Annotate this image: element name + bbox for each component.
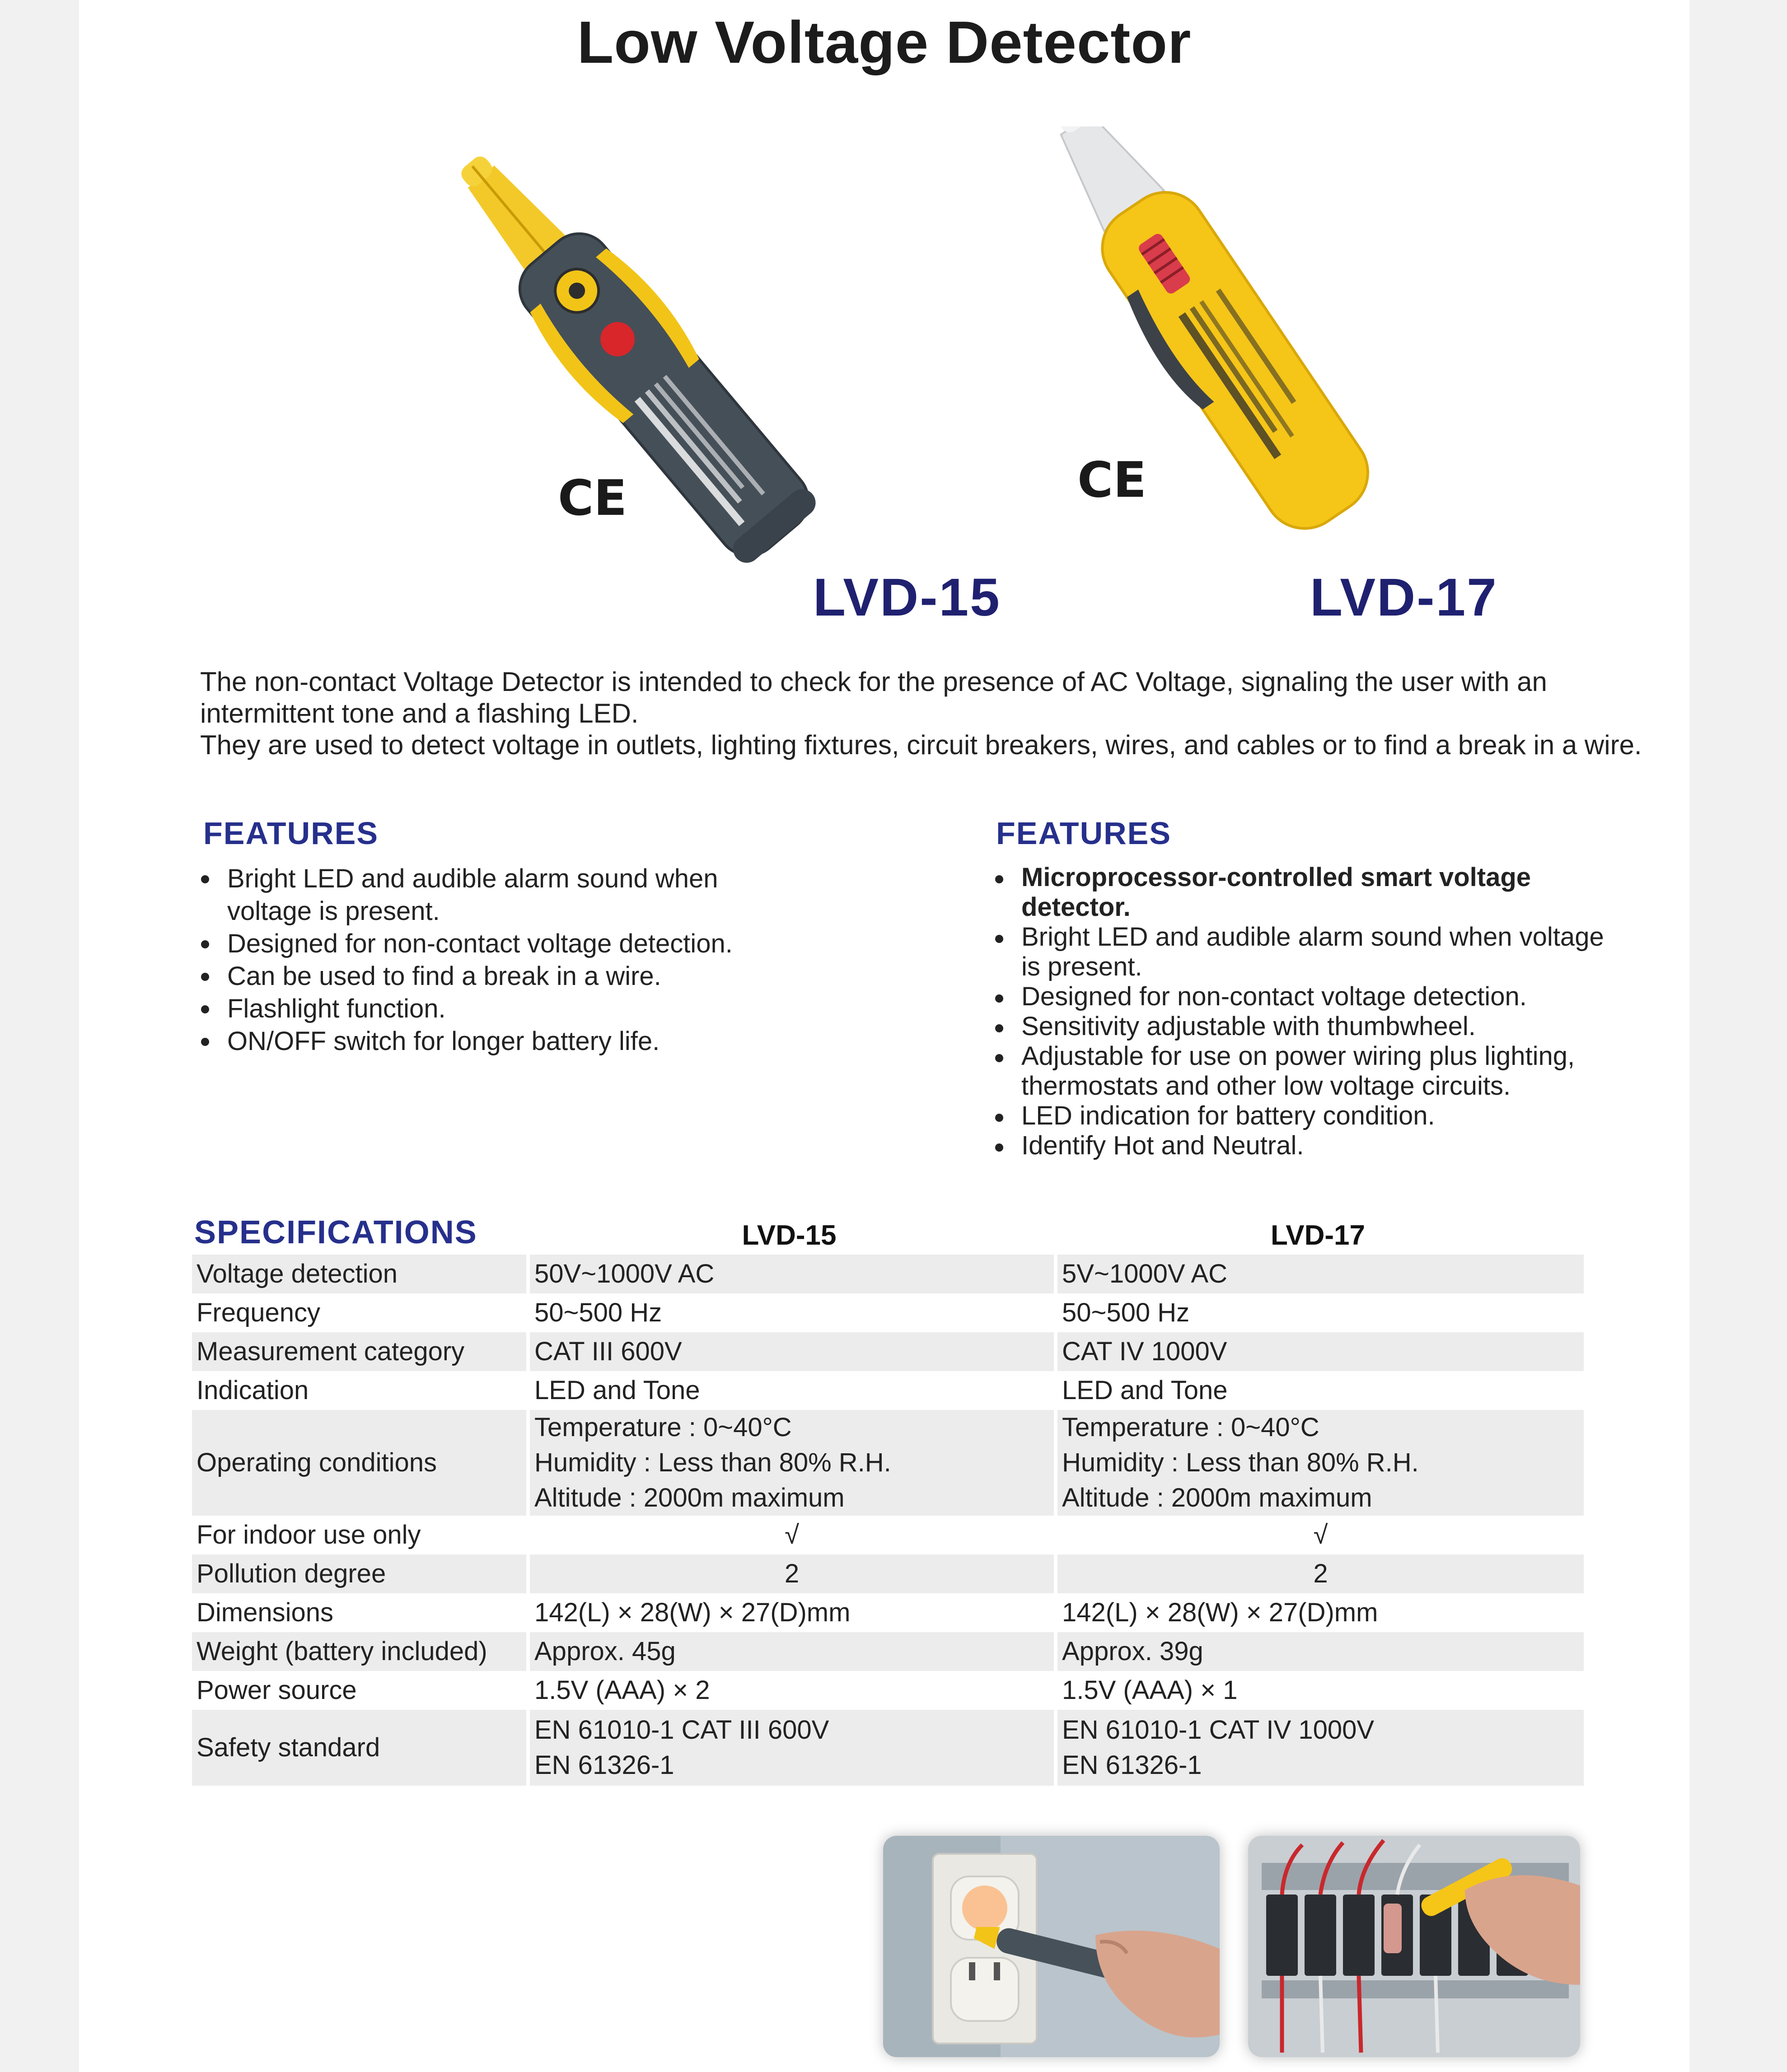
table-row bbox=[192, 1371, 1584, 1410]
spec-line: Humidity : Less than 80% R.H. bbox=[1062, 1448, 1419, 1477]
spec-label: Voltage detection bbox=[192, 1255, 526, 1293]
spec-value-lvd17 bbox=[1057, 1710, 1584, 1786]
table-row bbox=[192, 1593, 1584, 1632]
spec-label: Pollution degree bbox=[192, 1554, 526, 1593]
spec-label: Operating conditions bbox=[192, 1410, 526, 1516]
spec-value-lvd17: 142(L) × 28(W) × 27(D)mm bbox=[1062, 1598, 1378, 1627]
spec-line: EN 61010-1 CAT III 600V bbox=[534, 1715, 829, 1745]
spec-value-lvd15 bbox=[530, 1710, 1054, 1786]
spec-value-lvd17: 2 bbox=[1057, 1554, 1584, 1593]
table-row bbox=[192, 1255, 1584, 1293]
lvd17-product-image bbox=[964, 126, 1543, 605]
spec-line: Temperature : 0~40°C bbox=[1062, 1413, 1319, 1442]
spec-line: EN 61326-1 bbox=[534, 1750, 674, 1780]
list-item: Bright LED and audible alarm sound when voltage is present. bbox=[992, 922, 1606, 982]
table-row bbox=[192, 1632, 1584, 1671]
spec-value-lvd17: Approx. 39g bbox=[1057, 1632, 1584, 1671]
list-item: Sensitivity adjustable with thumbwheel. bbox=[992, 1012, 1606, 1041]
spec-value-lvd17: 5V~1000V AC bbox=[1057, 1255, 1584, 1293]
table-row bbox=[192, 1516, 1584, 1554]
spec-value-lvd15: √ bbox=[785, 1520, 799, 1549]
intro-paragraph: The non-contact Voltage Detector is intended to check for the presence of AC Voltage, signaling the user with an intermittent tone and a flashing LED. bbox=[200, 667, 1547, 728]
usage-photo-breaker-panel bbox=[1248, 1836, 1580, 2057]
spec-value-lvd15: 50~500 Hz bbox=[534, 1298, 662, 1327]
features-heading-lvd15: FEATURES bbox=[203, 816, 379, 851]
spec-value-lvd17: 1.5V (AAA) × 1 bbox=[1062, 1675, 1238, 1705]
spec-line: Temperature : 0~40°C bbox=[534, 1413, 792, 1442]
spec-value-lvd15: 1.5V (AAA) × 2 bbox=[534, 1675, 710, 1705]
spec-value-lvd15: 2 bbox=[530, 1554, 1054, 1593]
intro-paragraph: They are used to detect voltage in outlets, lighting fixtures, circuit breakers, wires, and cables or to find a break in a wire. bbox=[200, 730, 1642, 760]
spec-value-lvd15: Approx. 45g bbox=[530, 1632, 1054, 1671]
spec-label: Power source bbox=[196, 1675, 357, 1705]
intro-text bbox=[200, 666, 1670, 761]
table-row bbox=[192, 1554, 1584, 1593]
specifications-table bbox=[188, 1255, 1587, 1786]
list-item: Designed for non-contact voltage detection. bbox=[197, 928, 785, 960]
spec-column-lvd17: LVD-17 bbox=[1270, 1220, 1365, 1251]
spec-line: EN 61010-1 CAT IV 1000V bbox=[1062, 1715, 1375, 1745]
table-row bbox=[192, 1671, 1584, 1710]
spec-value-lvd15: LED and Tone bbox=[534, 1376, 700, 1405]
features-list-lvd15 bbox=[197, 863, 785, 1058]
spec-line: Altitude : 2000m maximum bbox=[1062, 1483, 1372, 1512]
specifications-heading: SPECIFICATIONS bbox=[194, 1214, 477, 1251]
list-item: Flashlight function. bbox=[197, 993, 785, 1025]
spec-value-lvd15: CAT III 600V bbox=[530, 1332, 1054, 1371]
datasheet-page bbox=[79, 0, 1689, 2072]
list-item: Adjustable for use on power wiring plus lighting, thermostats and other low voltage circuits. bbox=[992, 1041, 1606, 1101]
spec-line: Altitude : 2000m maximum bbox=[534, 1483, 845, 1512]
spec-label: For indoor use only bbox=[196, 1520, 421, 1549]
table-row bbox=[192, 1410, 1584, 1516]
spec-value-lvd17: √ bbox=[1313, 1520, 1328, 1549]
spec-value-lvd17: LED and Tone bbox=[1062, 1376, 1228, 1405]
spec-line: Humidity : Less than 80% R.H. bbox=[534, 1448, 891, 1477]
lvd15-product-image bbox=[368, 135, 946, 614]
spec-label: Weight (battery included) bbox=[192, 1632, 526, 1671]
spec-line: EN 61326-1 bbox=[1062, 1750, 1202, 1780]
spec-value-lvd17: 50~500 Hz bbox=[1062, 1298, 1190, 1327]
list-item: Designed for non-contact voltage detection. bbox=[992, 982, 1606, 1012]
table-row bbox=[192, 1293, 1584, 1332]
list-item: Microprocessor-controlled smart voltage detector. bbox=[992, 863, 1606, 922]
spec-value-lvd15: 142(L) × 28(W) × 27(D)mm bbox=[534, 1598, 851, 1627]
features-heading-lvd17: FEATURES bbox=[996, 816, 1172, 851]
list-item: LED indication for battery condition. bbox=[992, 1101, 1606, 1131]
list-item: ON/OFF switch for longer battery life. bbox=[197, 1025, 785, 1058]
spec-label: Measurement category bbox=[192, 1332, 526, 1371]
list-item: Bright LED and audible alarm sound when voltage is present. bbox=[197, 863, 785, 928]
lvd15-ce-mark: CE bbox=[558, 470, 627, 527]
lvd17-model-label: LVD-17 bbox=[1310, 568, 1498, 627]
spec-value-lvd17 bbox=[1057, 1410, 1584, 1516]
list-item: Can be used to find a break in a wire. bbox=[197, 960, 785, 993]
spec-label: Indication bbox=[196, 1376, 309, 1405]
spec-label: Safety standard bbox=[192, 1710, 526, 1786]
usage-photo-outlet bbox=[883, 1836, 1220, 2057]
spec-label: Frequency bbox=[196, 1298, 321, 1327]
page-title: Low Voltage Detector bbox=[577, 9, 1192, 75]
table-row bbox=[192, 1710, 1584, 1786]
spec-value-lvd17: CAT IV 1000V bbox=[1057, 1332, 1584, 1371]
spec-value-lvd15: 50V~1000V AC bbox=[530, 1255, 1054, 1293]
list-item: Identify Hot and Neutral. bbox=[992, 1131, 1606, 1161]
spec-column-lvd15: LVD-15 bbox=[742, 1220, 837, 1251]
lvd17-ce-mark: CE bbox=[1077, 452, 1147, 509]
features-list-lvd17 bbox=[992, 863, 1606, 1161]
lvd15-model-label: LVD-15 bbox=[813, 568, 1001, 627]
table-row bbox=[192, 1332, 1584, 1371]
spec-value-lvd15 bbox=[530, 1410, 1054, 1516]
spec-label: Dimensions bbox=[196, 1598, 333, 1627]
